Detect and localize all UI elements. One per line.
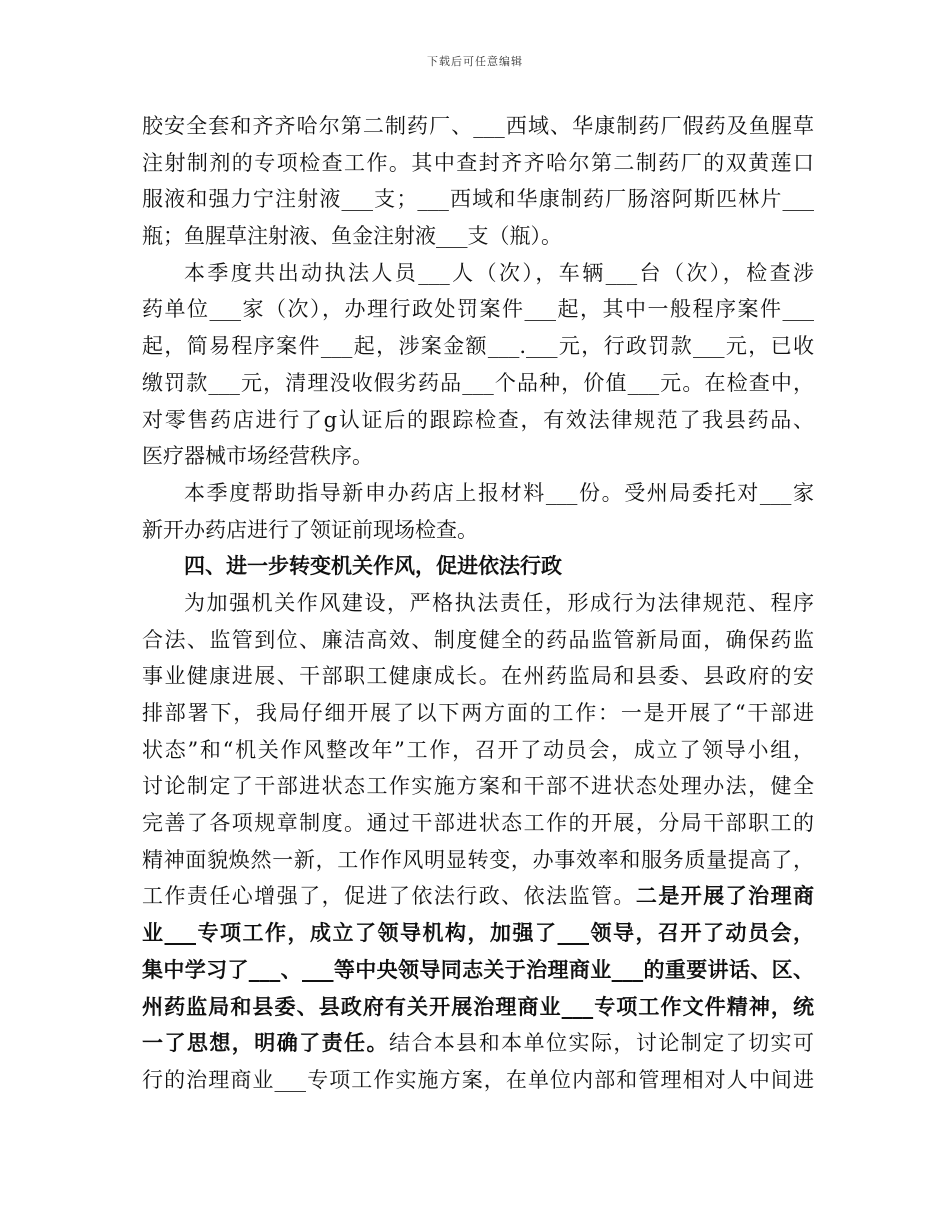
line-text: 药单位___家（次），办理行政处罚案件___起，其中一般程序案件___: [142, 297, 814, 322]
line-text: 注射制剂的专项检查工作。其中查封齐齐哈尔第二制药厂的双黄莲口: [142, 150, 814, 175]
text-line: [142, 915, 814, 952]
text-line: [142, 622, 814, 659]
line-text: 缴罚款___元，清理没收假劣药品___个品种，价值___元。在检查中，: [142, 370, 814, 395]
line-text: 精神面貌焕然一新，工作作风明显转变，办事效率和服务质量提高了，: [142, 847, 814, 872]
text-line: [142, 842, 814, 879]
line-text: 瓶；鱼腥草注射液、鱼金注射液___支（瓶）。: [142, 224, 562, 249]
text-line: [142, 989, 814, 1026]
text-line: [142, 768, 814, 805]
text-line: [142, 475, 814, 512]
text-line: [142, 695, 814, 732]
line-text: 州药监局和县委、县政府有关开展治理商业___专项工作文件精神，统: [142, 993, 814, 1019]
line-text: 四、进一步转变机关作风，促进依法行政: [184, 553, 562, 579]
line-text: 业___专项工作，成立了领导机构，加强了___领导，召开了动员会，: [142, 920, 814, 946]
page-header: 下载后可任意编辑: [427, 55, 523, 68]
line-text: 本季度帮助指导新申办药店上报材料___份。受州局委托对___家: [184, 480, 814, 505]
line-text: 排部署下，我局仔细开展了以下两方面的工作：一是开展了“干部进: [142, 701, 814, 725]
text-line: [142, 1025, 814, 1062]
line-text: 一了思想，明确了责任。: [142, 1030, 389, 1056]
text-line: [142, 732, 814, 769]
text-line: [142, 548, 814, 585]
text-line: [142, 402, 814, 439]
text-line: [142, 952, 814, 989]
line-text: 完善了各项规章制度。通过干部进状态工作的开展，分局干部职工的: [142, 811, 814, 836]
line-text: 新开办药店进行了领证前现场检查。: [142, 517, 478, 542]
line-text: 医疗器械市场经营秩序。: [142, 444, 373, 469]
text-line: [142, 878, 814, 915]
text-line: [142, 218, 814, 255]
line-text: 服液和强力宁注射液___支；___西域和华康制药厂肠溶阿斯匹林片___: [142, 187, 814, 212]
line-text: 合法、监管到位、廉洁高效、制度健全的药品监管新局面，确保药监: [142, 627, 814, 652]
text-line: [142, 585, 814, 622]
document-body: [142, 108, 814, 1099]
text-line: [142, 181, 814, 218]
text-line: [142, 438, 814, 475]
text-line: [142, 512, 814, 549]
text-line: [142, 365, 814, 402]
line-text: 工作责任心增强了，促进了依法行政、依法监管。: [142, 884, 636, 909]
line-text: 为加强机关作风建设，严格执法责任，形成行为法律规范、程序: [184, 590, 814, 615]
text-line: [142, 658, 814, 695]
line-text: 讨论制定了干部进状态工作实施方案和干部不进状态处理办法，健全: [142, 774, 814, 799]
line-text: 对零售药店进行了g认证后的跟踪检查，有效法律规范了我县药品、: [142, 407, 814, 432]
text-line: [142, 805, 814, 842]
line-text: 事业健康进展、干部职工健康成长。在州药监局和县委、县政府的安: [142, 664, 814, 689]
line-text-normal: 结合本县和本单位实际，讨论制定了切实可: [388, 1031, 815, 1056]
line-text: 本季度共出动执法人员___人（次），车辆___台（次），检查涉: [184, 260, 814, 285]
text-line: [142, 291, 814, 328]
line-text: 集中学习了___、___等中央领导同志关于治理商业___的重要讲话、区、: [142, 956, 814, 982]
line-text: 行的治理商业___专项工作实施方案，在单位内部和管理相对人中间进: [142, 1067, 814, 1092]
line-text: 状态”和“机关作风整改年”工作，召开了动员会，成立了领导小组，: [142, 737, 814, 762]
line-text: 胶安全套和齐齐哈尔第二制药厂、___西域、华康制药厂假药及鱼腥草: [142, 114, 814, 138]
text-line: [142, 1062, 814, 1099]
text-line: [142, 145, 814, 182]
line-text: 起，简易程序案件___起，涉案金额___.___元，行政罚款___元，已收: [142, 334, 814, 359]
text-line: [142, 255, 814, 292]
text-line: [142, 108, 814, 145]
line-text-bold: 二是开展了治理商: [635, 883, 815, 909]
text-line: [142, 328, 814, 365]
